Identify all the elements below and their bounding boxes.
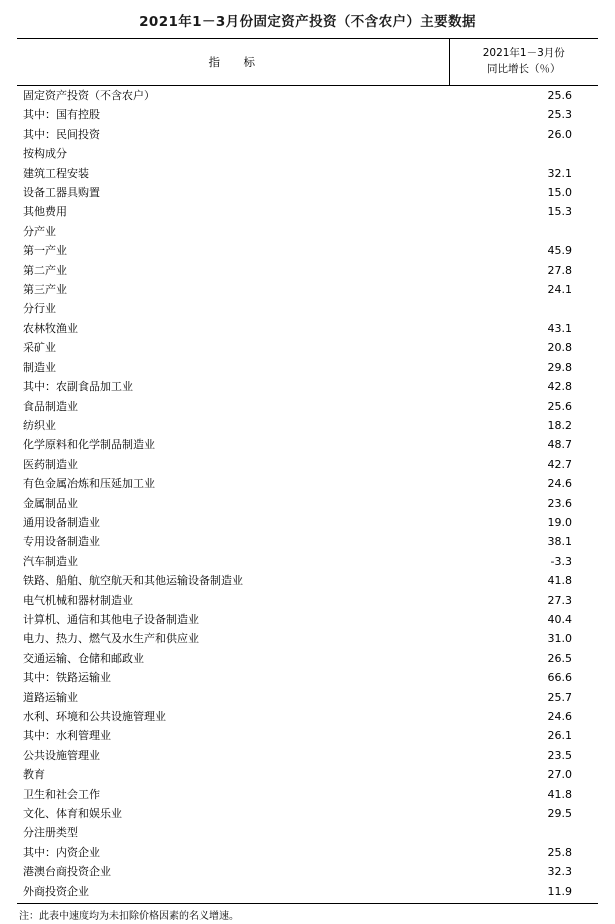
table-row [17, 882, 598, 901]
row-value: 25.6 [547, 399, 572, 413]
row-value: 25.6 [547, 89, 572, 102]
row-value: 25.3 [547, 108, 572, 122]
table-row [17, 183, 598, 202]
row-label: 铁路、船舶、航空航天和其他运输设备制造业 [23, 574, 243, 588]
row-value: 25.8 [547, 845, 572, 859]
table-row [17, 494, 598, 513]
row-label: 有色金属冶炼和压延加工业 [23, 477, 155, 491]
table-row [17, 474, 598, 493]
table-body [17, 39, 598, 86]
row-value: 29.8 [547, 360, 572, 374]
row-label: 港澳台商投资企业 [23, 865, 111, 879]
table-row [17, 552, 598, 571]
row-value: 32.3 [547, 865, 572, 879]
table-row [17, 397, 598, 416]
row-value: 40.4 [547, 612, 572, 626]
row-label: 固定资产投资（不含农户） [23, 89, 155, 102]
row-label: 外商投资企业 [23, 884, 89, 898]
row-label: 建筑工程安装 [23, 166, 89, 180]
row-value: -3.3 [550, 554, 572, 568]
row-value: 15.0 [547, 186, 572, 200]
table-row [17, 649, 598, 668]
row-label: 交通运输、仓储和邮政业 [23, 651, 144, 665]
table-row [17, 668, 598, 687]
row-value: 29.5 [547, 807, 572, 821]
row-label: 通用设备制造业 [23, 515, 100, 529]
row-value: 66.6 [547, 671, 572, 685]
table-row [17, 765, 598, 784]
row-value: 45.9 [547, 244, 572, 258]
table-row [17, 435, 598, 454]
row-value: 42.8 [547, 380, 572, 394]
row-label: 按构成分 [23, 147, 67, 161]
table-row [17, 455, 598, 474]
table-row [17, 629, 598, 648]
row-value: 41.8 [547, 787, 572, 801]
row-label: 设备工器具购置 [23, 186, 100, 200]
footnote-block [17, 903, 598, 924]
table-row [17, 862, 598, 881]
row-value: 32.1 [547, 166, 572, 180]
table-row [17, 823, 598, 842]
row-value: 25.7 [547, 690, 572, 704]
row-value [449, 823, 598, 842]
row-value: 26.5 [547, 651, 572, 665]
row-label: 其中：农副食品加工业 [23, 380, 133, 394]
footnote-text: 注：此表中速度均为未扣除价格因素的名义增速。 [19, 911, 239, 923]
row-label: 其中：国有控股 [23, 108, 100, 122]
table-row [17, 222, 598, 241]
row-label: 化学原料和化学制品制造业 [23, 438, 155, 452]
table-row [17, 299, 598, 318]
table-row [17, 688, 598, 707]
row-label: 公共设施管理业 [23, 748, 100, 762]
row-label: 文化、体育和娱乐业 [23, 807, 122, 821]
row-value: 27.8 [547, 263, 572, 277]
row-value: 43.1 [547, 321, 572, 335]
data-rows-table [17, 86, 598, 901]
row-label: 计算机、通信和其他电子设备制造业 [23, 612, 199, 626]
row-label: 电力、热力、燃气及水生产和供应业 [23, 632, 199, 646]
table-row [17, 261, 598, 280]
row-value [449, 299, 598, 318]
row-label: 卫生和社会工作 [23, 787, 100, 801]
row-value: 18.2 [547, 418, 572, 432]
row-value: 24.6 [547, 477, 572, 491]
row-value [449, 222, 598, 241]
row-value: 42.7 [547, 457, 572, 471]
row-label: 汽车制造业 [23, 554, 78, 568]
row-label: 食品制造业 [23, 399, 78, 413]
table-row [17, 202, 598, 221]
row-label: 道路运输业 [23, 690, 78, 704]
table-row [17, 571, 598, 590]
row-label: 金属制品业 [23, 496, 78, 510]
header-indicator-cell: 指 标 [17, 39, 449, 86]
table-row [17, 144, 598, 163]
row-value: 11.9 [547, 884, 572, 898]
table-row [17, 707, 598, 726]
row-label: 其他费用 [23, 205, 67, 219]
row-value: 23.5 [547, 748, 572, 762]
row-label: 分行业 [23, 302, 56, 316]
row-value: 15.3 [547, 205, 572, 219]
row-value: 24.1 [547, 283, 572, 297]
row-label: 教育 [23, 768, 45, 782]
row-value: 23.6 [547, 496, 572, 510]
table-row [17, 513, 598, 532]
row-label: 采矿业 [23, 341, 56, 355]
row-label: 纺织业 [23, 418, 56, 432]
header-period-label: 2021年1－3月份 [482, 47, 565, 60]
table-row [17, 785, 598, 804]
table-row [17, 338, 598, 357]
row-label: 第二产业 [23, 263, 67, 277]
row-label: 医药制造业 [23, 457, 78, 471]
table-row [17, 726, 598, 745]
row-label: 电气机械和器材制造业 [23, 593, 133, 607]
row-label: 其中：铁路运输业 [23, 671, 111, 685]
row-value: 20.8 [547, 341, 572, 355]
table-row [17, 164, 598, 183]
row-value: 38.1 [547, 535, 572, 549]
row-label: 制造业 [23, 360, 56, 374]
row-label: 其中：水利管理业 [23, 729, 111, 743]
row-label: 农林牧渔业 [23, 321, 78, 335]
row-label: 第一产业 [23, 244, 67, 258]
table-row [17, 416, 598, 435]
table-row [17, 241, 598, 260]
row-label: 其中：内资企业 [23, 845, 100, 859]
row-value: 27.0 [547, 768, 572, 782]
header-growth-label: 同比增长（％） [487, 63, 561, 75]
table-row [17, 86, 598, 105]
row-value: 24.6 [547, 710, 572, 723]
row-label: 专用设备制造业 [23, 535, 100, 549]
table-row [17, 610, 598, 629]
table-row [17, 591, 598, 610]
row-value: 26.0 [547, 127, 572, 141]
row-value: 19.0 [547, 515, 572, 529]
table-row [17, 804, 598, 823]
data-rows-body [17, 86, 598, 901]
row-value: 27.3 [547, 593, 572, 607]
page-title: 2021年1－3月份固定资产投资（不含农户）主要数据 [139, 14, 476, 30]
table-row [17, 105, 598, 124]
main-data-table [17, 38, 598, 86]
table-row [17, 125, 598, 144]
row-value: 31.0 [547, 632, 572, 646]
header-growth-cell [449, 39, 598, 86]
table-row [17, 843, 598, 862]
table-header-row [17, 39, 598, 86]
row-label: 其中：民间投资 [23, 127, 100, 141]
row-label: 水利、环境和公共设施管理业 [23, 710, 166, 723]
row-label: 分产业 [23, 224, 56, 238]
table-row [17, 377, 598, 396]
row-value [449, 144, 598, 163]
table-row [17, 280, 598, 299]
table-row [17, 532, 598, 551]
row-label: 分注册类型 [23, 826, 78, 840]
table-row [17, 746, 598, 765]
row-value: 41.8 [547, 574, 572, 588]
row-value: 26.1 [547, 729, 572, 743]
table-row [17, 319, 598, 338]
row-value: 48.7 [547, 438, 572, 452]
table-row [17, 358, 598, 377]
row-label: 第三产业 [23, 283, 67, 297]
